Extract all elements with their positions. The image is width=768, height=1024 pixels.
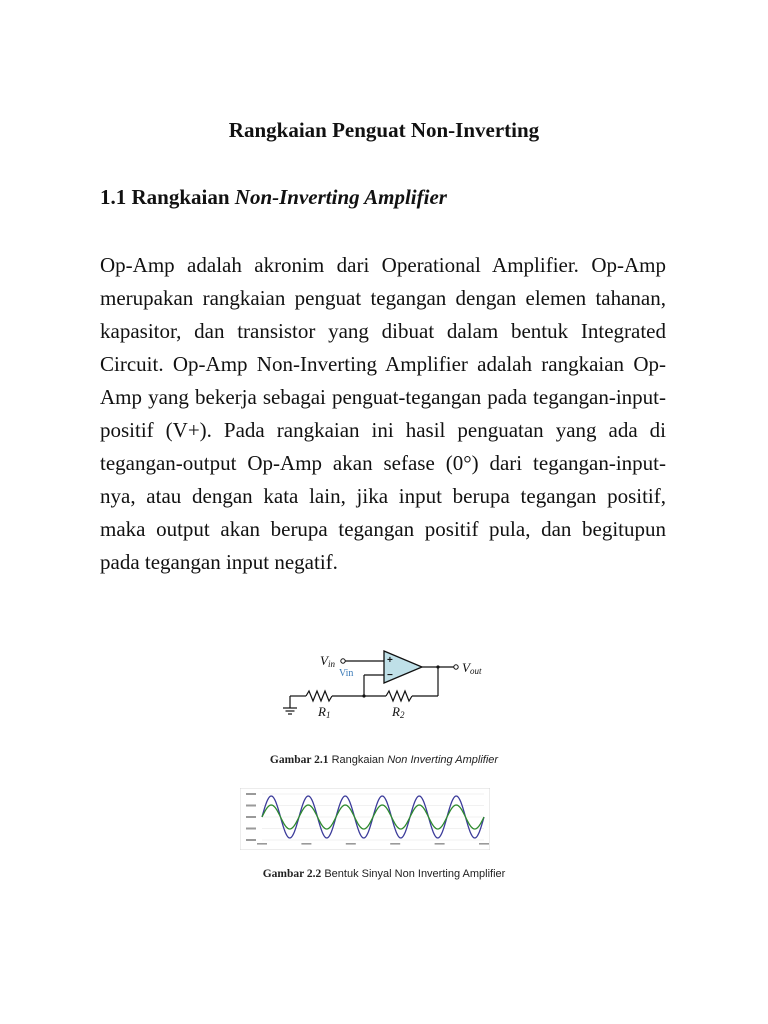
page-title: Rangkaian Penguat Non-Inverting: [228, 118, 540, 142]
figure2-caption-number: Gambar 2.2: [262, 868, 322, 880]
section-heading-italic: Non-Inverting Amplifier: [234, 185, 447, 209]
x-tick-mark: [301, 843, 311, 845]
x-tick-mark: [435, 843, 445, 845]
y-tick-mark: [246, 793, 256, 795]
circuit-diagram: [276, 646, 498, 724]
ground-icon: [283, 708, 297, 714]
x-tick-mark: [479, 843, 489, 845]
opamp-plus: +: [387, 655, 393, 666]
vin-terminal: [341, 659, 345, 663]
waveform-frame: [240, 788, 490, 850]
y-tick-mark: [246, 828, 256, 830]
figure2-caption: [0, 868, 768, 880]
r2-label: R2: [392, 704, 405, 720]
figure1-caption-text: Rangkaian: [331, 754, 385, 766]
opamp-minus: −: [387, 670, 393, 681]
y-tick-mark: [246, 839, 256, 841]
x-tick-mark: [257, 843, 267, 845]
section-heading: [100, 185, 447, 210]
vout-label: Vout: [462, 660, 482, 676]
y-tick-mark: [246, 805, 256, 807]
figure1-caption: [0, 754, 768, 766]
x-tick-mark: [390, 843, 400, 845]
resistor-r2: [386, 691, 412, 701]
body-paragraph: Op-Amp adalah akronim dari Operational Amplifier. Op-Amp merupakan rangkaian penguat tegangan dengan elemen tahanan, kapasitor, dan transistor yang dibuat dalam bentuk Integrated Circuit. Op-Amp Non-Inverting Amplifier adalah rangkaian Op-Amp yang bekerja sebagai penguat-tegangan pada tegangan-input-positif (V+). Pada rangkaian ini hasil penguatan yang ada di tegangan-output Op-Amp akan sefase (0°) dari tegangan-input-nya, atau dengan kata lain, jika input berupa tegangan positif, maka output akan berupa tegangan positif pula, dan begitupun pada tegangan input negatif.: [100, 253, 666, 574]
vin-label: Vin: [320, 653, 335, 669]
figure2-caption-text: Bentuk Sinyal Non Inverting Amplifier: [324, 868, 506, 880]
figure1-caption-number: Gambar 2.1: [269, 754, 329, 766]
vin-ghost-label: Vin: [339, 668, 354, 679]
r1-label: R1: [318, 704, 331, 720]
section-heading-number: 1.1 Rangkaian: [100, 185, 230, 209]
vout-terminal: [454, 665, 458, 669]
x-tick-mark: [346, 843, 356, 845]
waveform-plot: [240, 788, 490, 850]
resistor-r1: [306, 691, 332, 701]
figure1-caption-italic: Non Inverting Amplifier: [387, 754, 499, 766]
y-tick-mark: [246, 816, 256, 818]
